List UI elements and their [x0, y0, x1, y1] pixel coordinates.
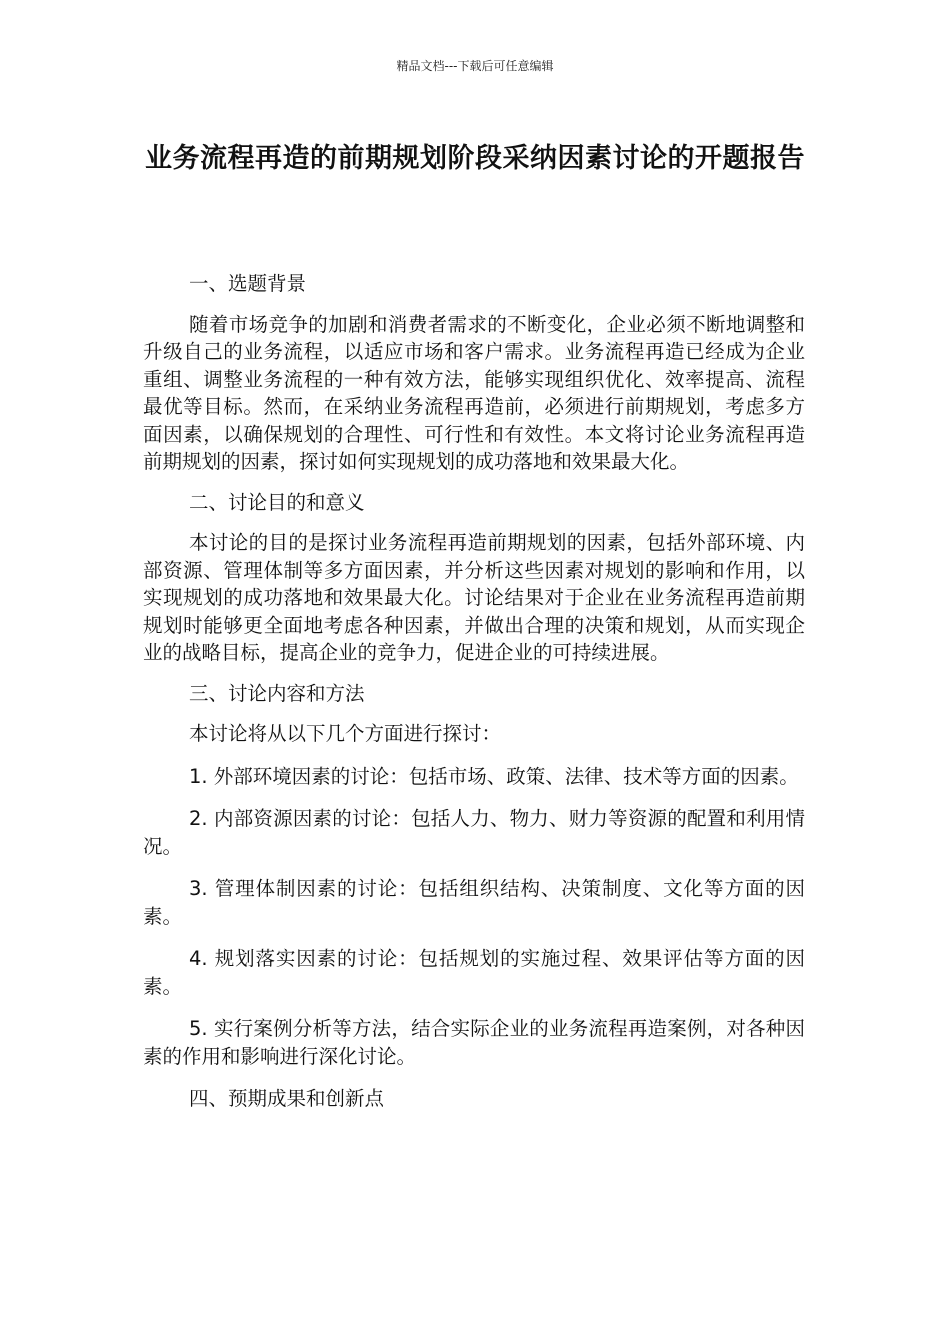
section-intro-content-method: 本讨论将从以下几个方面进行探讨： [189, 722, 502, 745]
list-item: 4. 规划落实因素的讨论：包括规划的实施过程、效果评估等方面的因素。 [143, 947, 805, 998]
list-item: 2. 内部资源因素的讨论：包括人力、物力、财力等资源的配置和利用情况。 [143, 807, 805, 858]
document-body [143, 270, 805, 1113]
list-item: 3. 管理体制因素的讨论：包括组织结构、决策制度、文化等方面的因素。 [143, 877, 805, 928]
section-heading-background: 一、选题背景 [189, 272, 307, 295]
section-heading-expected-results: 四、预期成果和创新点 [189, 1087, 385, 1110]
section-body-background: 随着市场竞争的加剧和消费者需求的不断变化，企业必须不断地调整和升级自己的业务流程，以适应市场和客户需求。业务流程再造已经成为企业重组、调整业务流程的一种有效方法，能够实现组织优化、效率提高、流程最优等目标。然而，在采纳业务流程再造前，必须进行前期规划，考虑多方面因素，以确保规划的合理性、可行性和有效性。本文将讨论业务流程再造前期规划的因素，探讨如何实现规划的成功落地和效果最大化。 [143, 312, 805, 473]
section-body-purpose: 本讨论的目的是探讨业务流程再造前期规划的因素，包括外部环境、内部资源、管理体制等多方面因素，并分析这些因素对规划的影响和作用，以实现规划的成功落地和效果最大化。讨论结果对于企业在业务流程再造前期规划时能够更全面地考虑各种因素，并做出合理的决策和规划，从而实现企业的战略目标，提高企业的竞争力，促进企业的可持续进展。 [143, 531, 805, 664]
section-heading-content-method: 三、讨论内容和方法 [189, 681, 365, 705]
header-note: 精品文档---下载后可任意编辑 [396, 59, 554, 73]
list-item: 1. 外部环境因素的讨论：包括市场、政策、法律、技术等方面的因素。 [189, 764, 799, 788]
list-item: 5. 实行案例分析等方法，结合实际企业的业务流程再造案例，对各种因素的作用和影响进行深化讨论。 [143, 1017, 805, 1068]
page-title: 业务流程再造的前期规划阶段采纳因素讨论的开题报告 [145, 143, 805, 174]
section-heading-purpose: 二、讨论目的和意义 [189, 490, 365, 514]
